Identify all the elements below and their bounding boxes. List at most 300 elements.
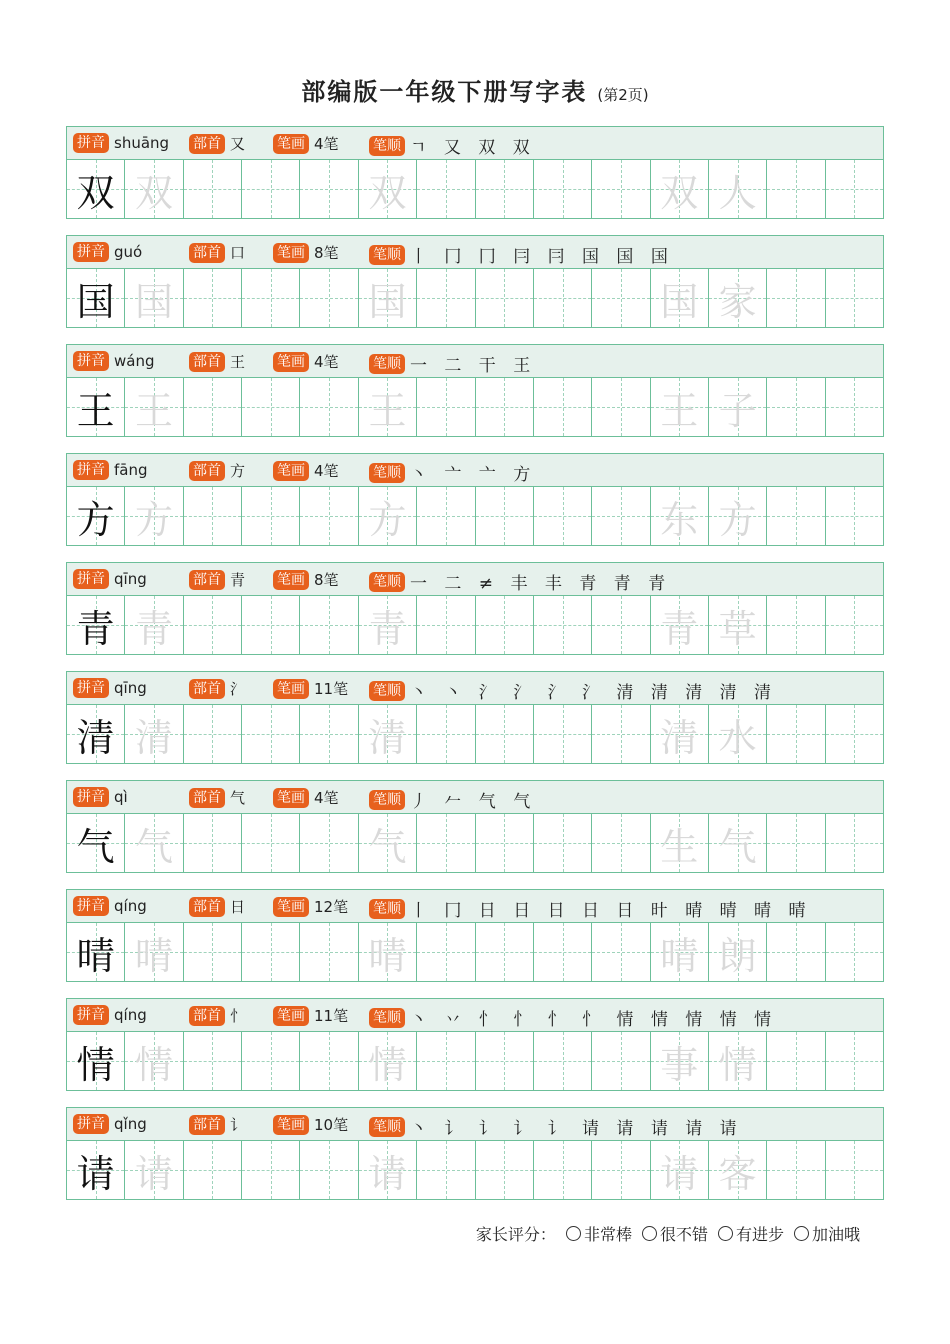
writing-cell[interactable]: [125, 814, 183, 872]
trace-character: 双: [368, 170, 407, 215]
trace-character: 气: [135, 824, 174, 869]
writing-cell[interactable]: [359, 1141, 417, 1199]
writing-cell[interactable]: [125, 923, 183, 981]
trace-character: 请: [660, 1151, 699, 1196]
char-info-bar: [66, 889, 884, 923]
writing-cell[interactable]: [300, 814, 358, 872]
writing-cell[interactable]: [767, 487, 825, 545]
writing-cell[interactable]: [826, 269, 883, 327]
writing-cell[interactable]: [417, 378, 475, 436]
field-value: 青: [230, 571, 246, 589]
char-info-bar: [66, 235, 884, 269]
writing-cell[interactable]: [242, 1141, 300, 1199]
field-value: 12笔: [314, 898, 349, 916]
trace-character: 国: [368, 279, 407, 324]
writing-cell[interactable]: [359, 1032, 417, 1090]
writing-cell[interactable]: [767, 1141, 825, 1199]
writing-cell[interactable]: [300, 1141, 358, 1199]
trace-character: 情: [368, 1042, 407, 1087]
writing-cell[interactable]: [592, 705, 650, 763]
radical-field: [189, 460, 245, 481]
writing-cell[interactable]: [592, 1141, 650, 1199]
writing-cell[interactable]: [359, 814, 417, 872]
writing-cell[interactable]: [125, 487, 183, 545]
writing-cell[interactable]: [417, 160, 475, 218]
writing-cell[interactable]: [417, 1032, 475, 1090]
writing-cell[interactable]: [709, 487, 767, 545]
stroke-order-field: [369, 896, 811, 921]
field-tag: 笔画: [273, 570, 309, 590]
field-tag: 笔画: [273, 352, 309, 372]
char-info-bar: [66, 453, 884, 487]
char-block: [66, 1107, 884, 1202]
writing-cell[interactable]: [651, 923, 709, 981]
writing-cell[interactable]: [709, 378, 767, 436]
field-value: ㄱ 又 双 双: [410, 138, 536, 158]
field-tag: 拼音: [73, 242, 109, 262]
trace-character: 国: [660, 279, 699, 324]
writing-cell[interactable]: [184, 1032, 242, 1090]
writing-cell[interactable]: [651, 378, 709, 436]
writing-cell[interactable]: [709, 1141, 767, 1199]
writing-cell[interactable]: [592, 1032, 650, 1090]
field-value: fāng: [114, 461, 148, 479]
trace-character: 方: [368, 497, 407, 542]
writing-cell[interactable]: [242, 923, 300, 981]
writing-cell[interactable]: [417, 596, 475, 654]
char-info-bar: [66, 126, 884, 160]
writing-cell[interactable]: [592, 487, 650, 545]
writing-cell[interactable]: [534, 1032, 592, 1090]
writing-cell[interactable]: [242, 160, 300, 218]
writing-cell[interactable]: [300, 705, 358, 763]
field-value: 4笔: [314, 135, 339, 153]
writing-cell[interactable]: [709, 705, 767, 763]
writing-cell[interactable]: [767, 269, 825, 327]
model-character: 王: [76, 388, 115, 433]
radical-field: [189, 569, 245, 590]
writing-cell[interactable]: [359, 923, 417, 981]
writing-cell[interactable]: [242, 596, 300, 654]
field-value: guó: [114, 243, 143, 261]
trace-character: 方: [718, 497, 757, 542]
trace-character: 客: [718, 1151, 757, 1196]
field-value: 又: [230, 135, 246, 153]
writing-cell[interactable]: [242, 378, 300, 436]
radical-field: [189, 787, 245, 808]
writing-cell[interactable]: [476, 596, 534, 654]
trace-character: 朗: [718, 933, 757, 978]
radical-field: [189, 678, 245, 699]
field-tag: 拼音: [73, 460, 109, 480]
writing-cell[interactable]: [242, 269, 300, 327]
stroke-order-field: [369, 133, 536, 158]
writing-cell[interactable]: [67, 378, 125, 436]
field-tag: 笔画: [273, 461, 309, 481]
field-tag: 笔画: [273, 134, 309, 154]
char-block: [66, 889, 884, 984]
writing-cell[interactable]: [359, 487, 417, 545]
field-value: 一 二 干 王: [410, 356, 537, 376]
radical-field: [189, 133, 245, 154]
writing-cell[interactable]: [651, 814, 709, 872]
char-info-bar: [66, 562, 884, 596]
writing-cell[interactable]: [651, 160, 709, 218]
field-value: 丨 冂 冂 冃 冃 国 国 国: [410, 247, 674, 267]
field-value: 丶 亠 亠 方: [410, 465, 537, 485]
writing-cell[interactable]: [242, 705, 300, 763]
writing-cell[interactable]: [826, 487, 883, 545]
field-value: 氵: [230, 680, 246, 698]
writing-cell[interactable]: [125, 596, 183, 654]
writing-cell[interactable]: [67, 705, 125, 763]
pinyin-field: [73, 678, 147, 698]
trace-character: 请: [368, 1151, 407, 1196]
writing-cell[interactable]: [417, 705, 475, 763]
trace-character: 水: [718, 715, 757, 760]
field-tag: 笔画: [273, 243, 309, 263]
radio-circle-icon[interactable]: [566, 1226, 581, 1241]
radio-circle-icon[interactable]: [718, 1226, 733, 1241]
writing-cell[interactable]: [184, 487, 242, 545]
rating-option-progress[interactable]: 有进步: [718, 1222, 784, 1245]
stroke-count-field: [273, 896, 348, 917]
writing-cell[interactable]: [125, 1141, 183, 1199]
writing-cell[interactable]: [476, 1032, 534, 1090]
writing-cell[interactable]: [534, 705, 592, 763]
field-tag: 部首: [189, 1006, 225, 1026]
writing-cell[interactable]: [476, 378, 534, 436]
field-tag: 拼音: [73, 896, 109, 916]
trace-character: 气: [718, 824, 757, 869]
field-tag: 笔画: [273, 1006, 309, 1026]
field-value: 10笔: [314, 1116, 349, 1134]
field-value: 气: [230, 789, 246, 807]
writing-grid: [66, 487, 884, 546]
trace-character: 情: [135, 1042, 174, 1087]
field-tag: 部首: [189, 1115, 225, 1135]
writing-cell[interactable]: [300, 378, 358, 436]
trace-character: 青: [368, 606, 407, 651]
writing-cell[interactable]: [359, 596, 417, 654]
writing-cell[interactable]: [709, 1032, 767, 1090]
trace-character: 双: [135, 170, 174, 215]
trace-character: 草: [718, 606, 757, 651]
stroke-count-field: [273, 678, 348, 699]
radical-field: [189, 351, 245, 372]
field-value: 王: [230, 353, 246, 371]
field-tag: 部首: [189, 679, 225, 699]
writing-cell[interactable]: [359, 269, 417, 327]
trace-character: 请: [135, 1151, 174, 1196]
writing-cell[interactable]: [359, 160, 417, 218]
writing-cell[interactable]: [359, 705, 417, 763]
writing-cell[interactable]: [125, 1032, 183, 1090]
field-value: 11笔: [314, 1007, 349, 1025]
stroke-order-field: [369, 678, 777, 703]
trace-character: 清: [660, 715, 699, 760]
field-value: qì: [114, 788, 128, 806]
writing-cell[interactable]: [184, 923, 242, 981]
model-character: 双: [76, 170, 115, 215]
stroke-count-field: [273, 133, 339, 154]
writing-cell[interactable]: [826, 160, 883, 218]
writing-cell[interactable]: [651, 705, 709, 763]
stroke-order-field: [369, 569, 671, 594]
writing-cell[interactable]: [300, 1032, 358, 1090]
char-block: [66, 998, 884, 1093]
writing-cell[interactable]: [767, 160, 825, 218]
field-value: qǐng: [114, 1115, 147, 1133]
field-tag: 笔画: [273, 788, 309, 808]
writing-cell[interactable]: [67, 596, 125, 654]
trace-character: 方: [135, 497, 174, 542]
writing-cell[interactable]: [592, 160, 650, 218]
writing-cell[interactable]: [534, 814, 592, 872]
field-value: 丶 丶 氵 氵 氵 氵 清 清 清 清 清: [410, 683, 778, 703]
pinyin-field: [73, 242, 142, 262]
stroke-count-field: [273, 787, 339, 808]
stroke-count-field: [273, 242, 339, 263]
writing-cell[interactable]: [534, 160, 592, 218]
model-character: 情: [76, 1042, 115, 1087]
writing-cell[interactable]: [592, 923, 650, 981]
writing-cell[interactable]: [826, 596, 883, 654]
trace-character: 情: [718, 1042, 757, 1087]
writing-cell[interactable]: [826, 1032, 883, 1090]
writing-cell[interactable]: [534, 923, 592, 981]
field-tag: 笔顺: [369, 572, 405, 592]
trace-character: 王: [660, 388, 699, 433]
trace-character: 清: [135, 715, 174, 760]
writing-cell[interactable]: [242, 1032, 300, 1090]
writing-cell[interactable]: [476, 487, 534, 545]
writing-cell[interactable]: [359, 378, 417, 436]
radio-circle-icon[interactable]: [794, 1226, 809, 1241]
writing-grid: [66, 378, 884, 437]
writing-grid: [66, 923, 884, 982]
stroke-order-field: [369, 351, 536, 376]
model-character: 国: [76, 279, 115, 324]
writing-cell[interactable]: [592, 814, 650, 872]
writing-cell[interactable]: [767, 814, 825, 872]
writing-cell[interactable]: [67, 487, 125, 545]
field-tag: 笔画: [273, 1115, 309, 1135]
field-value: qīng: [114, 570, 147, 588]
writing-cell[interactable]: [184, 160, 242, 218]
trace-character: 双: [660, 170, 699, 215]
field-tag: 部首: [189, 352, 225, 372]
rating-option-good[interactable]: 很不错: [642, 1222, 708, 1245]
writing-cell[interactable]: [125, 378, 183, 436]
field-value: 8笔: [314, 571, 339, 589]
trace-character: 子: [718, 388, 757, 433]
radical-field: [189, 1114, 245, 1135]
writing-cell[interactable]: [476, 814, 534, 872]
writing-cell[interactable]: [67, 923, 125, 981]
trace-character: 青: [135, 606, 174, 651]
trace-character: 事: [660, 1042, 699, 1087]
writing-cell[interactable]: [767, 923, 825, 981]
field-tag: 笔画: [273, 897, 309, 917]
writing-cell[interactable]: [242, 487, 300, 545]
field-tag: 部首: [189, 788, 225, 808]
field-tag: 部首: [189, 134, 225, 154]
field-value: 11笔: [314, 680, 349, 698]
writing-cell[interactable]: [534, 378, 592, 436]
field-tag: 拼音: [73, 678, 109, 698]
writing-cell[interactable]: [709, 269, 767, 327]
writing-cell[interactable]: [184, 705, 242, 763]
writing-cell[interactable]: [592, 269, 650, 327]
field-value: 讠: [230, 1116, 246, 1134]
writing-cell[interactable]: [417, 814, 475, 872]
writing-cell[interactable]: [300, 596, 358, 654]
field-tag: 笔顺: [369, 354, 405, 374]
field-tag: 拼音: [73, 351, 109, 371]
stroke-order-field: [369, 1005, 777, 1030]
char-block: [66, 562, 884, 657]
writing-cell[interactable]: [184, 269, 242, 327]
field-value: qīng: [114, 679, 147, 697]
model-character: 晴: [76, 933, 115, 978]
writing-cell[interactable]: [476, 160, 534, 218]
field-tag: 笔顺: [369, 136, 405, 156]
stroke-count-field: [273, 1114, 348, 1135]
writing-cell[interactable]: [476, 1141, 534, 1199]
writing-cell[interactable]: [417, 1141, 475, 1199]
writing-cell[interactable]: [826, 1141, 883, 1199]
pinyin-field: [73, 133, 169, 153]
model-character: 方: [76, 497, 115, 542]
writing-cell[interactable]: [67, 1032, 125, 1090]
writing-cell[interactable]: [651, 596, 709, 654]
writing-cell[interactable]: [67, 814, 125, 872]
writing-cell[interactable]: [534, 1141, 592, 1199]
rating-option-keep-going[interactable]: 加油哦: [794, 1222, 860, 1245]
field-tag: 笔顺: [369, 899, 405, 919]
stroke-order-field: [369, 1114, 743, 1139]
writing-cell[interactable]: [709, 596, 767, 654]
writing-cell[interactable]: [476, 923, 534, 981]
stroke-order-field: [369, 460, 536, 485]
pinyin-field: [73, 787, 128, 807]
field-value: 丨 冂 日 日 日 日 日 旪 晴 晴 晴 晴: [410, 901, 812, 921]
radical-field: [189, 242, 245, 263]
writing-cell[interactable]: [767, 378, 825, 436]
radical-field: [189, 1005, 245, 1026]
trace-character: 生: [660, 824, 699, 869]
radio-circle-icon[interactable]: [642, 1226, 657, 1241]
writing-cell[interactable]: [709, 923, 767, 981]
field-value: qíng: [114, 897, 147, 915]
parent-rating: [476, 1222, 860, 1245]
writing-grid: [66, 596, 884, 655]
char-info-bar: [66, 344, 884, 378]
writing-cell[interactable]: [826, 923, 883, 981]
writing-cell[interactable]: [651, 1141, 709, 1199]
writing-cell[interactable]: [125, 269, 183, 327]
model-character: 清: [76, 715, 115, 760]
field-tag: 笔顺: [369, 790, 405, 810]
writing-cell[interactable]: [67, 1141, 125, 1199]
writing-cell[interactable]: [709, 160, 767, 218]
char-info-bar: [66, 780, 884, 814]
writing-cell[interactable]: [184, 596, 242, 654]
writing-cell[interactable]: [125, 160, 183, 218]
writing-cell[interactable]: [300, 160, 358, 218]
field-value: wáng: [114, 352, 155, 370]
title-text: 部编版一年级下册写字表: [301, 78, 588, 106]
writing-cell[interactable]: [651, 1032, 709, 1090]
writing-cell[interactable]: [592, 596, 650, 654]
writing-cell[interactable]: [476, 269, 534, 327]
field-value: 4笔: [314, 462, 339, 480]
writing-cell[interactable]: [709, 814, 767, 872]
writing-cell[interactable]: [826, 814, 883, 872]
field-tag: 笔顺: [369, 1117, 405, 1137]
model-character: 青: [76, 606, 115, 651]
writing-cell[interactable]: [125, 705, 183, 763]
writing-cell[interactable]: [67, 269, 125, 327]
writing-cell[interactable]: [767, 1032, 825, 1090]
writing-cell[interactable]: [242, 814, 300, 872]
field-tag: 笔画: [273, 679, 309, 699]
writing-cell[interactable]: [767, 596, 825, 654]
writing-cell[interactable]: [767, 705, 825, 763]
field-tag: 笔顺: [369, 463, 405, 483]
trace-character: 气: [368, 824, 407, 869]
field-tag: 部首: [189, 461, 225, 481]
trace-character: 晴: [135, 933, 174, 978]
field-tag: 拼音: [73, 787, 109, 807]
rating-option-excellent[interactable]: 非常棒: [566, 1222, 632, 1245]
writing-cell[interactable]: [184, 814, 242, 872]
char-info-bar: [66, 671, 884, 705]
writing-cell[interactable]: [534, 596, 592, 654]
trace-character: 东: [660, 497, 699, 542]
field-value: 口: [230, 244, 246, 262]
writing-cell[interactable]: [184, 378, 242, 436]
writing-cell[interactable]: [417, 487, 475, 545]
writing-cell[interactable]: [534, 269, 592, 327]
writing-cell[interactable]: [592, 378, 650, 436]
trace-character: 青: [660, 606, 699, 651]
writing-cell[interactable]: [826, 705, 883, 763]
pinyin-field: [73, 1005, 147, 1025]
writing-cell[interactable]: [417, 923, 475, 981]
field-tag: 拼音: [73, 569, 109, 589]
writing-cell[interactable]: [651, 269, 709, 327]
writing-cell[interactable]: [417, 269, 475, 327]
trace-character: 晴: [368, 933, 407, 978]
pinyin-field: [73, 1114, 147, 1134]
writing-cell[interactable]: [300, 269, 358, 327]
writing-cell[interactable]: [184, 1141, 242, 1199]
writing-cell[interactable]: [300, 487, 358, 545]
writing-cell[interactable]: [534, 487, 592, 545]
writing-grid: [66, 269, 884, 328]
field-value: 丶 讠 讠 讠 讠 请 请 请 请 请: [410, 1119, 743, 1139]
writing-cell[interactable]: [476, 705, 534, 763]
writing-cell[interactable]: [67, 160, 125, 218]
writing-grid: [66, 1141, 884, 1200]
field-tag: 部首: [189, 570, 225, 590]
writing-cell[interactable]: [651, 487, 709, 545]
writing-cell[interactable]: [300, 923, 358, 981]
field-tag: 拼音: [73, 133, 109, 153]
writing-cell[interactable]: [826, 378, 883, 436]
